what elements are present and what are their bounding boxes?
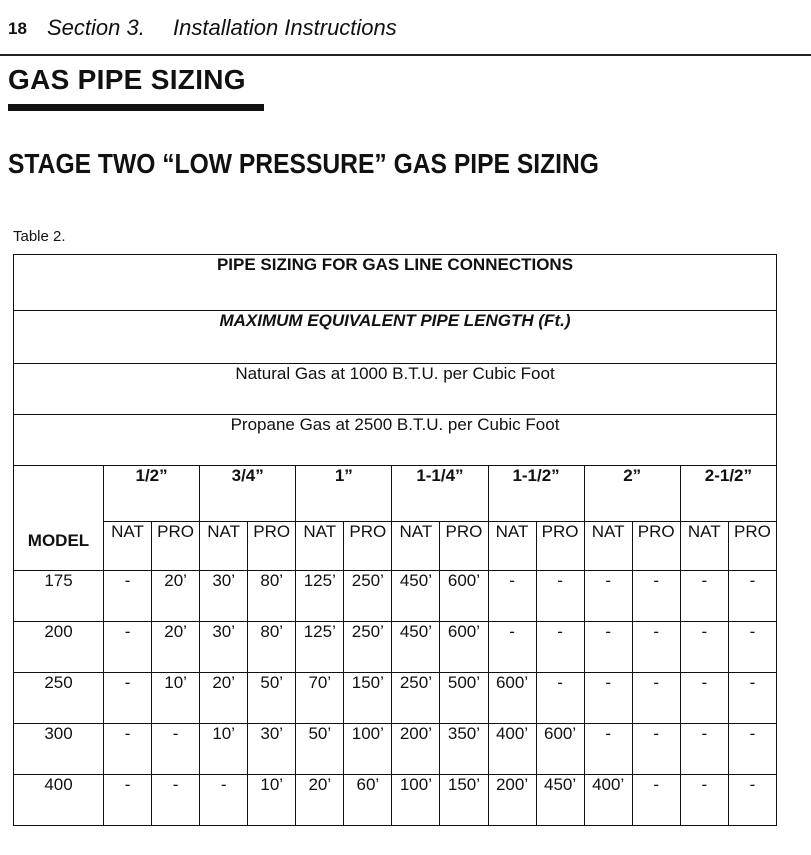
model-cell: 300 xyxy=(14,724,104,775)
length-cell: - xyxy=(536,622,584,673)
table-title: PIPE SIZING FOR GAS LINE CONNECTIONS xyxy=(14,255,777,311)
length-cell: 10’ xyxy=(152,673,200,724)
length-cell: 20’ xyxy=(152,622,200,673)
length-cell: - xyxy=(632,673,680,724)
length-cell: - xyxy=(488,571,536,622)
length-cell: - xyxy=(632,571,680,622)
model-cell: 400 xyxy=(14,775,104,826)
gas-type-header: PRO xyxy=(152,522,200,571)
length-cell: 400’ xyxy=(488,724,536,775)
length-cell: - xyxy=(728,571,776,622)
pipe-size-header: 1” xyxy=(296,466,392,522)
gas-type-header: PRO xyxy=(632,522,680,571)
length-cell: - xyxy=(728,622,776,673)
length-cell: 30’ xyxy=(200,571,248,622)
length-cell: - xyxy=(584,571,632,622)
length-cell: - xyxy=(632,724,680,775)
length-cell: 20’ xyxy=(296,775,344,826)
length-cell: - xyxy=(104,724,152,775)
length-cell: 350’ xyxy=(440,724,488,775)
length-cell: - xyxy=(104,775,152,826)
section-label: Section 3. xyxy=(47,15,145,40)
title-underline xyxy=(8,104,264,111)
length-cell: - xyxy=(584,622,632,673)
pipe-sizing-table xyxy=(13,254,777,826)
length-cell: 125’ xyxy=(296,622,344,673)
table-row xyxy=(14,571,777,622)
length-cell: - xyxy=(680,622,728,673)
length-cell: 250’ xyxy=(392,673,440,724)
gas-type-header: NAT xyxy=(200,522,248,571)
length-cell: - xyxy=(488,622,536,673)
header-divider xyxy=(0,54,811,56)
length-cell: - xyxy=(104,673,152,724)
length-cell: 250’ xyxy=(344,622,392,673)
length-cell: 70’ xyxy=(296,673,344,724)
length-cell: 50’ xyxy=(296,724,344,775)
length-cell: - xyxy=(200,775,248,826)
length-cell: - xyxy=(536,673,584,724)
gas-type-header: PRO xyxy=(440,522,488,571)
length-cell: - xyxy=(152,724,200,775)
page-title: GAS PIPE SIZING xyxy=(8,64,246,95)
gas-type-header: PRO xyxy=(536,522,584,571)
length-cell: - xyxy=(536,571,584,622)
pipe-size-header: 1/2” xyxy=(104,466,200,522)
length-cell: 600’ xyxy=(536,724,584,775)
length-cell: - xyxy=(632,622,680,673)
pipe-size-header: 2-1/2” xyxy=(680,466,776,522)
page-number: 18 xyxy=(8,19,27,38)
length-cell: - xyxy=(584,724,632,775)
length-cell: 150’ xyxy=(440,775,488,826)
length-cell: 10’ xyxy=(248,775,296,826)
length-cell: 80’ xyxy=(248,622,296,673)
length-cell: 30’ xyxy=(200,622,248,673)
length-cell: 600’ xyxy=(440,571,488,622)
model-header: MODEL xyxy=(14,466,104,571)
length-cell: 20’ xyxy=(152,571,200,622)
gas-type-header: NAT xyxy=(584,522,632,571)
length-cell: 400’ xyxy=(584,775,632,826)
table-row xyxy=(14,775,777,826)
length-cell: 20’ xyxy=(200,673,248,724)
length-cell: 125’ xyxy=(296,571,344,622)
length-cell: - xyxy=(728,724,776,775)
table-subtitle: MAXIMUM EQUIVALENT PIPE LENGTH (Ft.) xyxy=(14,311,777,364)
length-cell: 150’ xyxy=(344,673,392,724)
length-cell: 50’ xyxy=(248,673,296,724)
section-title: Installation Instructions xyxy=(173,15,397,40)
section-heading: STAGE TWO “LOW PRESSURE” GAS PIPE SIZING xyxy=(8,148,599,179)
length-cell: 500’ xyxy=(440,673,488,724)
model-cell: 250 xyxy=(14,673,104,724)
length-cell: 10’ xyxy=(200,724,248,775)
gas-type-header: NAT xyxy=(104,522,152,571)
length-cell: 450’ xyxy=(536,775,584,826)
length-cell: - xyxy=(152,775,200,826)
length-cell: - xyxy=(728,775,776,826)
length-cell: - xyxy=(680,673,728,724)
model-cell: 175 xyxy=(14,571,104,622)
table-row xyxy=(14,673,777,724)
gas-type-header: NAT xyxy=(392,522,440,571)
length-cell: 100’ xyxy=(344,724,392,775)
length-cell: 30’ xyxy=(248,724,296,775)
length-cell: - xyxy=(632,775,680,826)
natural-gas-note: Natural Gas at 1000 B.T.U. per Cubic Foot xyxy=(14,364,777,415)
length-cell: 80’ xyxy=(248,571,296,622)
gas-type-header: NAT xyxy=(488,522,536,571)
length-cell: 60’ xyxy=(344,775,392,826)
model-cell: 200 xyxy=(14,622,104,673)
length-cell: 450’ xyxy=(392,571,440,622)
length-cell: - xyxy=(728,673,776,724)
gas-type-header: NAT xyxy=(296,522,344,571)
length-cell: 250’ xyxy=(344,571,392,622)
length-cell: 450’ xyxy=(392,622,440,673)
length-cell: - xyxy=(680,724,728,775)
pipe-size-header: 2” xyxy=(584,466,680,522)
table-row xyxy=(14,724,777,775)
table-caption: Table 2. xyxy=(13,228,66,245)
length-cell: - xyxy=(680,775,728,826)
length-cell: 200’ xyxy=(488,775,536,826)
gas-type-header: NAT xyxy=(680,522,728,571)
gas-type-header: PRO xyxy=(344,522,392,571)
length-cell: - xyxy=(104,622,152,673)
length-cell: 200’ xyxy=(392,724,440,775)
length-cell: - xyxy=(584,673,632,724)
length-cell: 100’ xyxy=(392,775,440,826)
length-cell: - xyxy=(104,571,152,622)
pipe-size-header: 1-1/2” xyxy=(488,466,584,522)
length-cell: 600’ xyxy=(488,673,536,724)
pipe-size-header: 1-1/4” xyxy=(392,466,488,522)
gas-type-header: PRO xyxy=(728,522,776,571)
length-cell: - xyxy=(680,571,728,622)
pipe-size-header: 3/4” xyxy=(200,466,296,522)
propane-gas-note: Propane Gas at 2500 B.T.U. per Cubic Foot xyxy=(14,415,777,466)
table-row xyxy=(14,622,777,673)
length-cell: 600’ xyxy=(440,622,488,673)
gas-type-header: PRO xyxy=(248,522,296,571)
